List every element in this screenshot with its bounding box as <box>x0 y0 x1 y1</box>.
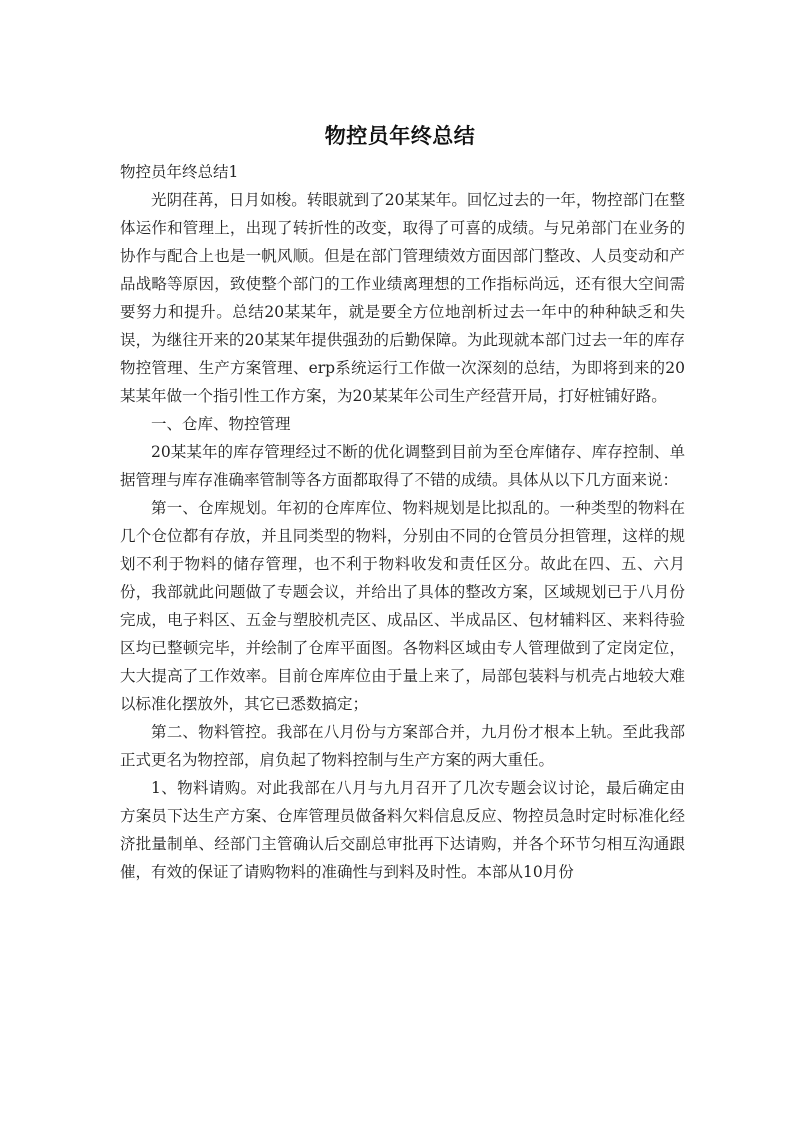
paragraph-intro: 光阴荏苒，日月如梭。转眼就到了20某某年。回忆过去的一年，物控部门在整体运作和管理上，出现了转折性的改变，取得了可喜的成绩。与兄弟部门在业务的协作与配合上也是一帆风顺。但是在部门管理绩效方面因部门整改、人员变动和产品战略等原因，致使整个部门的工作业绩离理想的工作指标尚远，还有很大空间需要努力和提升。总结20某某年，就是要全方位地剖析过去一年中的种种缺乏和失误，为继往开来的20某某年提供强劲的后勤保障。为此现就本部门过去一年的库存物控管理、生产方案管理、erp系统运行工作做一次深刻的总结，为即将到来的20某某年做一个指引性工作方案，为20某某年公司生产经营开局，打好桩铺好路。 <box>120 191 685 405</box>
document-title: 物控员年终总结 <box>324 124 476 148</box>
paragraph-material-control: 第二、物料管控。我部在八月份与方案部合并，九月份才根本上轨。至此我部正式更名为物控部，肩负起了物料控制与生产方案的两大重任。 <box>120 723 685 769</box>
paragraph-inventory-management: 20某某年的库存管理经过不断的优化调整到目前为至仓库储存、库存控制、单据管理与库存准确率管制等各方面都取得了不错的成绩。具体从以下几方面来说： <box>120 443 685 489</box>
paragraph-warehouse-planning: 第一、仓库规划。年初的仓库库位、物料规划是比拟乱的。一种类型的物料在几个仓位都有存放，并且同类型的物料，分别由不同的仓管员分担管理，这样的规划不利于物料的储存管理，也不利于物料收发和责任区分。故此在四、五、六月份，我部就此问题做了专题会议，并给出了具体的整改方案，区域规划已于八月份完成，电子料区、五金与塑胶机壳区、成品区、半成品区、包材辅料区、来料待验区均已整顿完毕，并绘制了仓库平面图。各物料区域由专人管理做到了定岗定位，大大提高了工作效率。目前仓库库位由于量上来了，局部包装料与机壳占地较大难以标准化摆放外，其它已悉数搞定； <box>120 499 685 713</box>
section-heading-warehouse: 一、仓库、物控管理 <box>151 415 291 433</box>
document-body <box>120 158 685 886</box>
paragraph-material-purchase: 1、物料请购。对此我部在八月与九月召开了几次专题会议讨论，最后确定由方案员下达生产方案、仓库管理员做备料欠料信息反应、物控员急时定时标准化经济批量制单、经部门主管确认后交副总审批再下达请购，并各个环节匀相互沟通跟催，有效的保证了请购物料的准确性与到料及时性。本部从10月份 <box>120 779 685 881</box>
document-subtitle: 物控员年终总结1 <box>120 163 239 181</box>
